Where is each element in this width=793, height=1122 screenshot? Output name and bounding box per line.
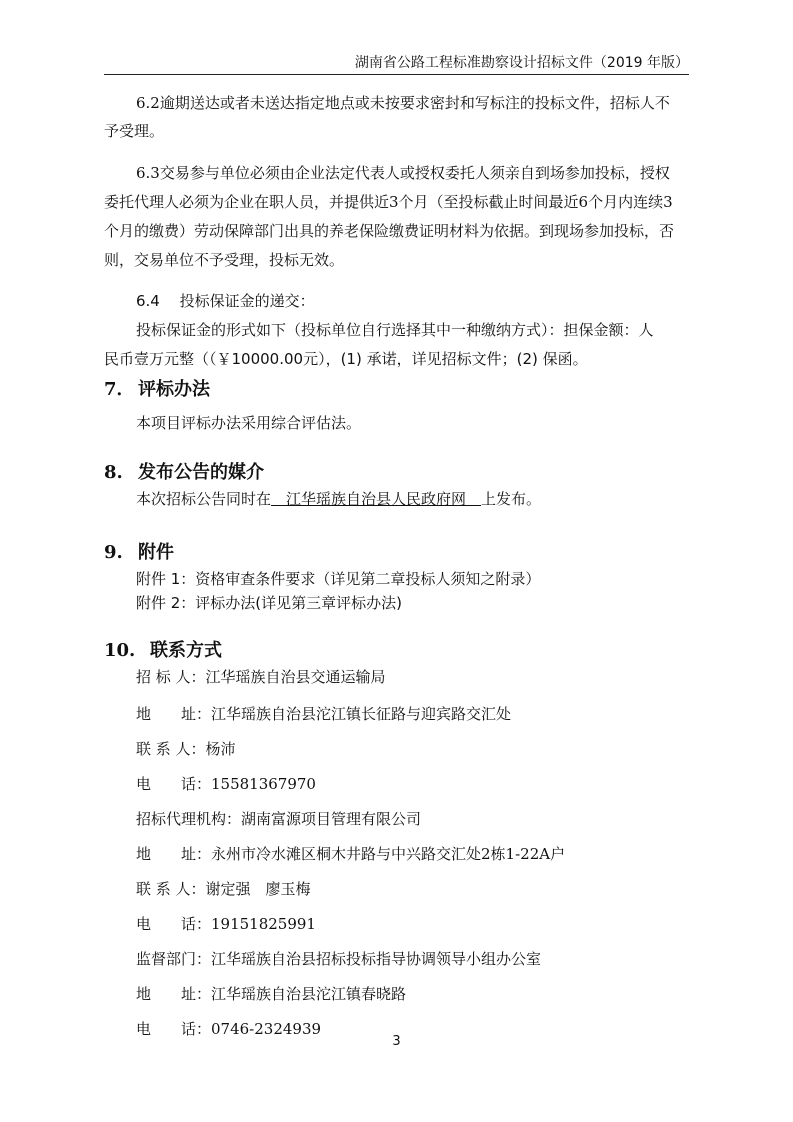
attachment-1: 附件 1：资格审查条件要求（详见第二章投标人须知之附录） — [136, 570, 541, 588]
section-9-number: 9. — [104, 542, 123, 563]
section-8-number: 8. — [104, 462, 123, 483]
section-10-title: 联系方式 — [150, 640, 222, 661]
publication-media-link: 江华瑶族自治县人民政府网 — [271, 490, 482, 508]
paragraph-6-3-line-2: 委托代理人必须为企业在职人员，并提供近3个月（至投标截止时间最近6个月内连续3 — [104, 193, 673, 211]
section-7-body: 本项目评标办法采用综合评估法。 — [136, 414, 362, 432]
paragraph-6-4-line-1: 投标保证金的形式如下（投标单位自行选择其中一种缴纳方式）：担保金额：人 — [136, 321, 654, 339]
section-7-heading — [104, 375, 210, 401]
contact-row: 地 址：江华瑶族自治县沱江镇春晓路 — [136, 985, 407, 1003]
section-7-title: 评标办法 — [138, 379, 210, 400]
section-8-prefix: 本次招标公告同时在 — [136, 490, 272, 508]
section-9-title: 附件 — [138, 542, 174, 563]
contact-row: 招标代理机构：湖南富源项目管理有限公司 — [136, 810, 422, 828]
section-7-number: 7． — [104, 379, 135, 400]
contact-row: 电 话：0746-2324939 — [136, 1020, 322, 1038]
paragraph-6-3-line-4: 则，交易单位不予受理，投标无效。 — [104, 251, 345, 269]
section-8-body — [136, 484, 722, 515]
attachment-2: 附件 2：评标办法(详见第三章评标办法) — [136, 594, 403, 612]
contact-row: 地 址：江华瑶族自治县沱江镇长征路与迎宾路交汇处 — [136, 705, 512, 723]
contact-row: 地 址：永州市冷水滩区桐木井路与中兴路交汇处2栋1-22A户 — [136, 845, 566, 863]
contact-row: 联 系 人：杨沛 — [136, 740, 236, 758]
paragraph-6-3-line-1: 6.3交易参与单位必须由企业法定代表人或授权委托人须亲自到场参加投标，授权 — [136, 164, 670, 182]
paragraph-6-3-line-3: 个月的缴费）劳动保障部门出具的养老保险缴费证明材料为依据。到现场参加投标，否 — [104, 222, 675, 240]
header-rule — [104, 74, 689, 75]
section-8-title: 发布公告的媒介 — [138, 462, 264, 483]
section-10-heading — [104, 636, 222, 662]
contact-row: 电 话：19151825991 — [136, 915, 316, 933]
section-9-heading — [104, 538, 174, 564]
section-8-heading — [104, 458, 264, 484]
contact-row: 联 系 人：谢定强 廖玉梅 — [136, 880, 311, 898]
contact-row: 招 标 人：江华瑶族自治县交通运输局 — [136, 668, 386, 686]
paragraph-6-2-line-1: 6.2逾期送达或者未送达指定地点或未按要求密封和写标注的投标文件，招标人不 — [136, 94, 670, 112]
paragraph-6-4-title: 6.4 投标保证金的递交： — [136, 292, 315, 310]
header-title: 湖南省公路工程标准勘察设计招标文件（2019 年版） — [354, 55, 689, 71]
section-8-suffix: 上发布。 — [481, 490, 542, 508]
contact-row: 电 话：15581367970 — [136, 775, 316, 793]
paragraph-6-4-line-2: 民币壹万元整（（￥10000.00元），(1) 承诺，详见招标文件；(2) 保函。 — [104, 350, 588, 368]
paragraph-6-2-line-2: 予受理。 — [104, 122, 165, 140]
contact-row: 监督部门：江华瑶族自治县招标投标指导协调领导小组办公室 — [136, 950, 542, 968]
section-10-number: 10. — [104, 640, 136, 661]
page-number: 3 — [392, 1034, 401, 1049]
